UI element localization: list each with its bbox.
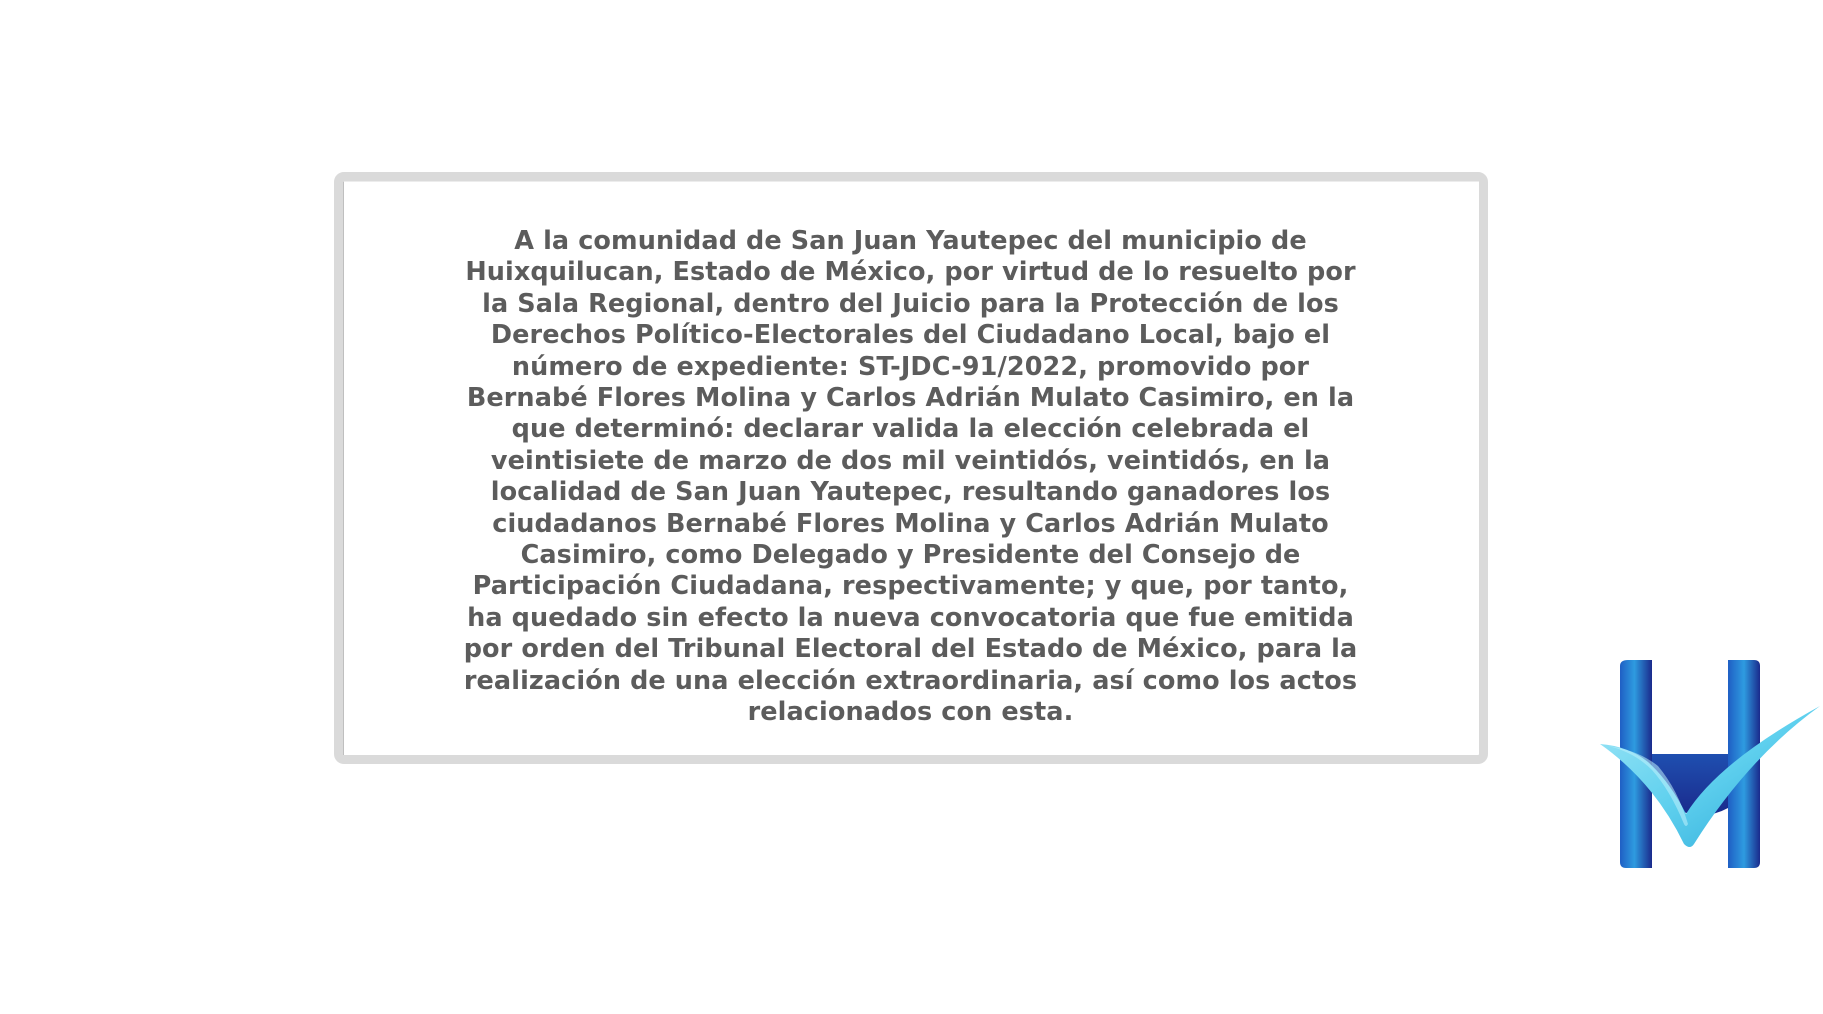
h-checkmark-logo-icon bbox=[1598, 658, 1822, 874]
notice-text: A la comunidad de San Juan Yautepec del municipio de Huixquilucan, Estado de México, por virtud de lo resuelto por la Sala Regional, dentro del Juicio para la Protección de los Derechos Político-Electorales del Ciudadano Local, bajo el número de expediente: ST-JDC-91/2022, promovido por Bernabé Flores Molina y Carlos Adrián Mulato Casimiro, en la que determinó: declarar valida la elección celebrada el veintisiete de marzo de dos mil veintidós, veintidós, en la localidad de San Juan Yautepec, resultando ganadores los ciudadanos Bernabé Flores Molina y Carlos Adrián Mulato Casimiro, como Delegado y Presidente del Consejo de Participación Ciudadana, respectivamente; y que, por tanto, ha quedado sin efecto la nueva convocatoria que fue emitida por orden del Tribunal Electoral del Estado de México, para la realización de una elección extraordinaria, así como los actos relacionados con esta. bbox=[463, 226, 1358, 728]
notice-frame bbox=[334, 172, 1488, 764]
